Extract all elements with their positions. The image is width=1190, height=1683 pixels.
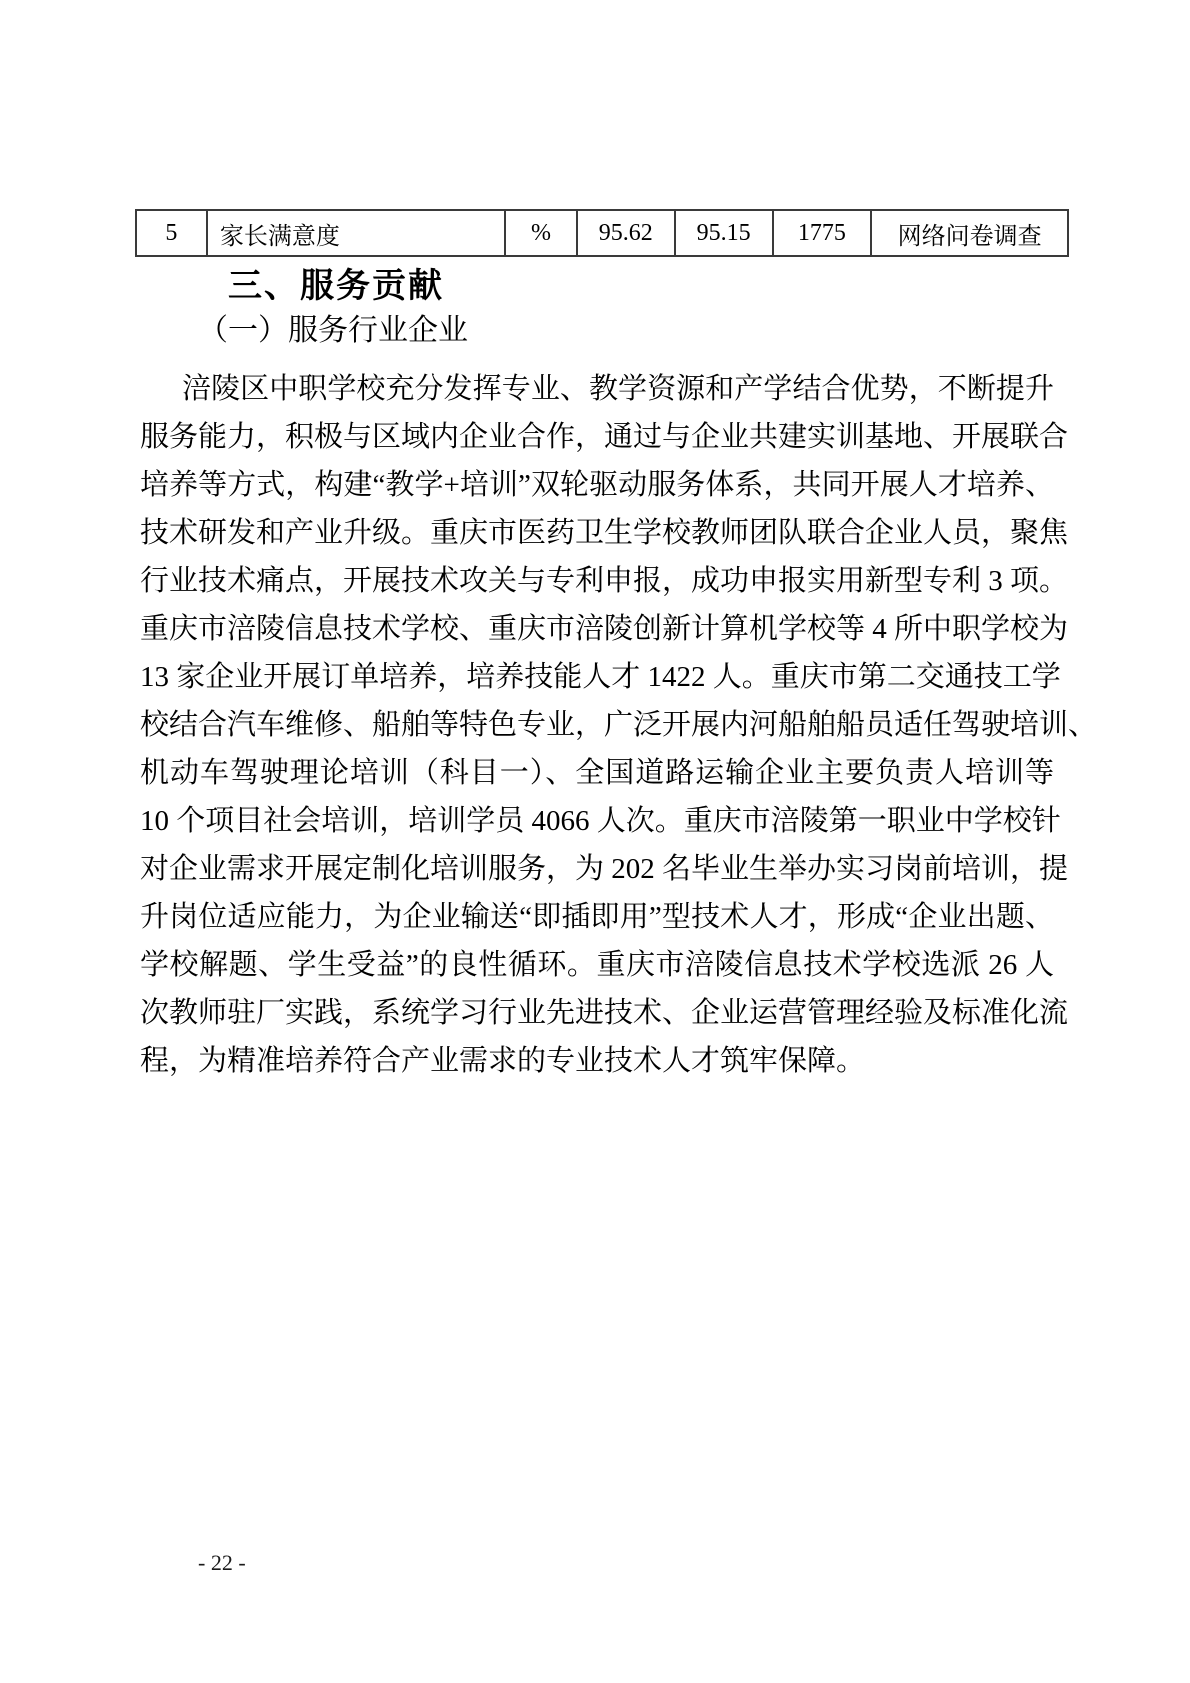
paragraph-line: 升岗位适应能力，为企业输送“即插即用”型技术人才，形成“企业出题、 bbox=[140, 901, 1054, 933]
table-cell-indicator: 家长满意度 bbox=[207, 210, 505, 256]
table-cell-value-c: 1775 bbox=[773, 210, 872, 256]
paragraph-line: 对企业需求开展定制化培训服务，为 202 名毕业生举办实习岗前培训，提 bbox=[140, 853, 1069, 885]
indicator-table bbox=[135, 209, 1069, 257]
paragraph-line: 技术研发和产业升级。重庆市医药卫生学校教师团队联合企业人员，聚焦 bbox=[140, 517, 1069, 549]
paragraph-line: 学校解题、学生受益”的良性循环。重庆市涪陵信息技术学校选派 26 人 bbox=[140, 949, 1054, 981]
paragraph-line: 校结合汽车维修、船舶等特色专业，广泛开展内河船舶船员适任驾驶培训、 bbox=[140, 709, 1098, 741]
paragraph-line: 13 家企业开展订单培养，培养技能人才 1422 人。重庆市第二交通技工学 bbox=[140, 661, 1061, 693]
paragraph-line: 重庆市涪陵信息技术学校、重庆市涪陵创新计算机学校等 4 所中职学校为 bbox=[140, 613, 1069, 645]
table-cell-index: 5 bbox=[136, 210, 207, 256]
page-number: - 22 - bbox=[198, 1550, 246, 1575]
paragraph-line: 10 个项目社会培训，培训学员 4066 人次。重庆市涪陵第一职业中学校针 bbox=[140, 805, 1061, 837]
table-cell-value-b: 95.15 bbox=[675, 210, 773, 256]
paragraph-line: 行业技术痛点，开展技术攻关与专利申报，成功申报实用新型专利 3 项。 bbox=[140, 565, 1069, 597]
paragraph-line: 机动车驾驶理论培训（科目一）、全国道路运输企业主要负责人培训等 bbox=[140, 757, 1054, 789]
paragraph-line: 培养等方式，构建“教学+培训”双轮驱动服务体系，共同开展人才培养、 bbox=[140, 469, 1054, 501]
table-cell-unit: % bbox=[505, 210, 577, 256]
subsection-heading: （一）服务行业企业 bbox=[198, 314, 468, 347]
body-paragraph bbox=[140, 365, 1098, 1085]
table-cell-source: 网络问卷调查 bbox=[871, 210, 1068, 256]
paragraph-line: 次教师驻厂实践，系统学习行业先进技术、企业运营管理经验及标准化流 bbox=[140, 997, 1069, 1029]
paragraph-line: 程，为精准培养符合产业需求的专业技术人才筑牢保障。 bbox=[140, 1045, 866, 1077]
paragraph-line: 涪陵区中职学校充分发挥专业、教学资源和产学结合优势，不断提升 bbox=[182, 373, 1054, 405]
table-cell-value-a: 95.62 bbox=[577, 210, 675, 256]
paragraph-line: 服务能力，积极与区域内企业合作，通过与企业共建实训基地、开展联合 bbox=[140, 421, 1069, 453]
section-heading: 三、服务贡献 bbox=[228, 266, 444, 306]
table-row bbox=[136, 210, 1068, 256]
